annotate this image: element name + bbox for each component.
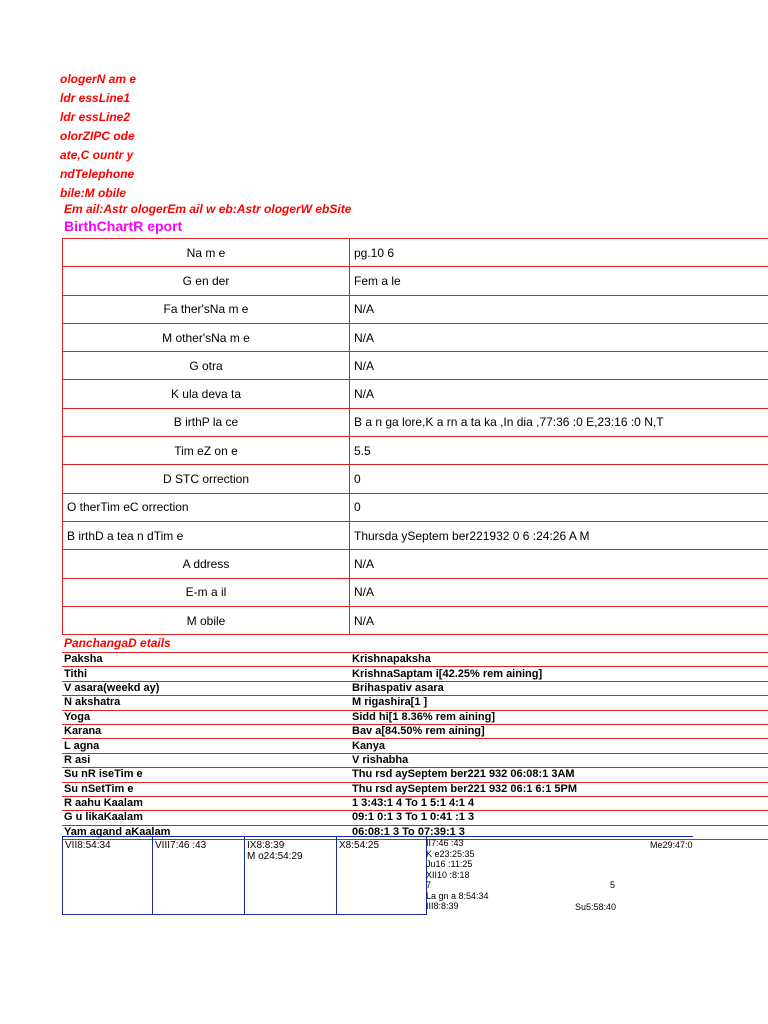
row-label: B irthP la ce: [63, 408, 350, 436]
row-value: KrishnaSaptam i[42.25% rem aining]: [350, 667, 768, 681]
table-row: [62, 667, 768, 681]
row-value: Bav a[84.50% rem aining]: [350, 724, 768, 738]
row-label: G en der: [63, 267, 350, 295]
row-value: 1 3:43:1 4 To 1 5:1 4:1 4: [350, 796, 768, 810]
table-row: [62, 811, 768, 825]
chart-house-text: III8:8:39: [426, 901, 459, 911]
table-row: [63, 323, 768, 351]
row-label: V asara(weekd ay): [62, 681, 350, 695]
row-label: A ddress: [63, 550, 350, 578]
row-label: L agna: [62, 739, 350, 753]
table-row: [63, 465, 768, 493]
table-row: [63, 239, 768, 267]
row-value: N/A: [350, 323, 768, 351]
astrologer-name: ologerN am e: [60, 72, 137, 86]
chart-five-label: 5: [610, 880, 616, 890]
chart-house-text: VIII7:46 :43: [155, 840, 207, 851]
row-value: 09:1 0:1 3 To 1 0:41 :1 3: [350, 811, 768, 825]
table-row: [62, 653, 768, 667]
state-country: ate,C ountr y: [60, 148, 134, 162]
table-row: [62, 696, 768, 710]
chart-su-label: Su5:58:40: [575, 902, 617, 912]
chart-house-text: X8:54:25: [339, 840, 380, 851]
row-label: K ula deva ta: [63, 380, 350, 408]
table-row: [62, 753, 768, 767]
row-value: Thu rsd aySeptem ber221 932 06:08:1 3AM: [350, 768, 768, 782]
table-row: [62, 782, 768, 796]
row-value: Thu rsd aySeptem ber221 932 06:1 6:1 5PM: [350, 782, 768, 796]
row-value: Thursda ySeptem ber221932 0 6 :24:26 A M: [350, 521, 768, 549]
table-row: [63, 380, 768, 408]
row-value: 0: [350, 465, 768, 493]
row-label: G otra: [63, 352, 350, 380]
address-line-1: ldr essLine1: [60, 91, 131, 105]
row-value: B a n ga lore,K a rn a ta ka ,In dia ,77:36 :0 E,23:16 :0 N,T: [350, 408, 768, 436]
row-label: Yam agand aKaalam: [62, 825, 350, 839]
chart-me-label: Me29:47:0: [650, 840, 693, 850]
table-row: [62, 710, 768, 724]
table-row: [63, 352, 768, 380]
row-value: Krishnapaksha: [350, 653, 768, 667]
row-label: M other'sNa m e: [63, 323, 350, 351]
panchanga-table: [62, 652, 768, 840]
row-label: Yoga: [62, 710, 350, 724]
table-row: [62, 681, 768, 695]
row-label: G u likaKaalam: [62, 811, 350, 825]
row-value: 06:08:1 3 To 07:39:1 3: [350, 825, 768, 839]
table-row: [62, 768, 768, 782]
table-row: [63, 408, 768, 436]
row-label: Paksha: [62, 653, 350, 667]
row-label: Tim eZ on e: [63, 437, 350, 465]
row-label: Fa ther'sNa m e: [63, 295, 350, 323]
chart-house-text: La gn a 8:54:34: [426, 890, 489, 901]
row-value: Kanya: [350, 739, 768, 753]
chart-house-box: [245, 837, 337, 915]
row-value: 0: [350, 493, 768, 521]
row-label: D STC orrection: [63, 465, 350, 493]
chart-house-text: Ju16 :11:25: [426, 859, 473, 869]
row-label: Karana: [62, 724, 350, 738]
email-website: Em ail:Astr ologerEm ail w eb:Astr ologerW ebSite: [64, 202, 352, 216]
birth-details-table: [62, 238, 768, 635]
row-label: E-m a il: [63, 578, 350, 606]
row-value: V rishabha: [350, 753, 768, 767]
chart-house-box: [153, 837, 245, 915]
row-value: Brihaspativ asara: [350, 681, 768, 695]
chart-house-text: II7:46 :43: [426, 838, 464, 848]
row-label: B irthD a tea n dTim e: [63, 521, 350, 549]
telephone: ndTelephone: [60, 167, 135, 181]
chart-house-text: K e23:25:35: [426, 848, 475, 859]
address-line-2: ldr essLine2: [60, 110, 131, 124]
row-value: N/A: [350, 550, 768, 578]
table-row: [62, 739, 768, 753]
row-value: N/A: [350, 380, 768, 408]
row-value: Fem a le: [350, 267, 768, 295]
row-value: M rigashira[1 ]: [350, 696, 768, 710]
row-label: M obile: [63, 606, 350, 634]
table-row: [63, 578, 768, 606]
chart-house-text: VII8:54:34: [65, 840, 111, 851]
table-row: [63, 437, 768, 465]
chart-house-text: XII10 :8:18: [426, 869, 470, 880]
row-label: Tithi: [62, 667, 350, 681]
row-value: pg.10 6: [350, 239, 768, 267]
chart-house-text: 7: [426, 880, 432, 890]
row-label: R aahu Kaalam: [62, 796, 350, 810]
table-row: [63, 493, 768, 521]
mobile: bile:M obile: [60, 186, 126, 200]
row-value: N/A: [350, 578, 768, 606]
row-value: N/A: [350, 295, 768, 323]
table-row: [63, 295, 768, 323]
chart-house-text: M o24:54:29: [247, 851, 303, 862]
table-row: [62, 724, 768, 738]
report-title: BirthChartR eport: [64, 218, 183, 234]
zip-code: olorZIPC ode: [60, 129, 135, 143]
row-label: Su nR iseTim e: [62, 768, 350, 782]
row-value: 5.5: [350, 437, 768, 465]
row-value: N/A: [350, 606, 768, 634]
row-label: R asi: [62, 753, 350, 767]
row-value: N/A: [350, 352, 768, 380]
table-row: [62, 796, 768, 810]
table-row: [63, 606, 768, 634]
chart-house-box: [337, 837, 427, 915]
row-label: Na m e: [63, 239, 350, 267]
chart-house-box: [63, 837, 153, 915]
panchanga-title: PanchangaD etails: [64, 636, 171, 650]
row-label: O therTim eC orrection: [63, 493, 350, 521]
row-label: Su nSetTim e: [62, 782, 350, 796]
chart-house-text: IX8:8:39: [247, 840, 285, 851]
row-label: N akshatra: [62, 696, 350, 710]
row-value: Sidd hi[1 8.36% rem aining]: [350, 710, 768, 724]
table-row: [63, 267, 768, 295]
table-row: [63, 550, 768, 578]
table-row: [63, 521, 768, 549]
